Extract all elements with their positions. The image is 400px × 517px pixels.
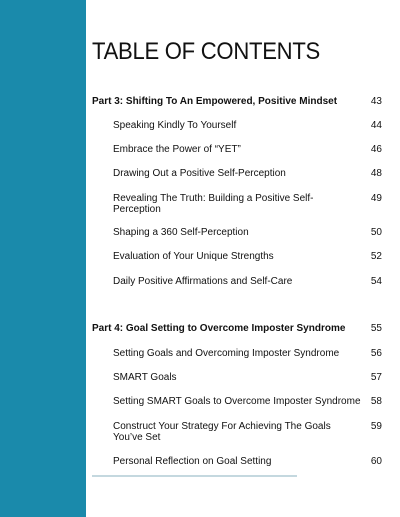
toc-page-number: 56 <box>370 348 382 359</box>
page-title: TABLE OF CONTENTS <box>92 38 321 65</box>
toc-page-number: 44 <box>370 120 382 131</box>
part-4-heading: Part 4: Goal Setting to Overcome Imposter Syndrome <box>92 323 346 334</box>
toc-entry-setting-smart-goals: Setting SMART Goals to Overcome Imposter Syndrome <box>113 396 361 407</box>
part-3-page-number: 43 <box>370 96 382 107</box>
toc-entry-speaking-kindly: Speaking Kindly To Yourself <box>113 120 237 131</box>
toc-page-number: 60 <box>370 456 382 467</box>
toc-page-number: 54 <box>370 276 382 287</box>
toc-page-number: 48 <box>370 168 382 179</box>
toc-page-number: 57 <box>370 372 382 383</box>
toc-entry-unique-strengths: Evaluation of Your Unique Strengths <box>113 251 274 262</box>
toc-entry-360-self-perception: Shaping a 360 Self-Perception <box>113 227 249 238</box>
toc-page-number: 58 <box>370 396 382 407</box>
toc-page-number: 46 <box>370 144 382 155</box>
toc-entry-smart-goals: SMART Goals <box>113 372 177 383</box>
toc-entry-personal-reflection: Personal Reflection on Goal Setting <box>113 456 272 467</box>
divider-line <box>92 475 297 477</box>
toc-entry-setting-goals: Setting Goals and Overcoming Imposter Syndrome <box>113 348 340 359</box>
toc-entry-construct-strategy: Construct Your Strategy For Achieving The Goals You’ve Set <box>113 421 331 443</box>
toc-page-number: 52 <box>370 251 382 262</box>
toc-page-number: 59 <box>370 421 382 432</box>
toc-entry-power-of-yet: Embrace the Power of “YET” <box>113 144 241 155</box>
toc-entry-affirmations-self-care: Daily Positive Affirmations and Self-Care <box>113 276 293 287</box>
toc-page-number: 49 <box>370 193 382 204</box>
part-3-heading: Part 3: Shifting To An Empowered, Positive Mindset <box>92 96 338 107</box>
part-4-page-number: 55 <box>370 323 382 334</box>
toc-entry-revealing-the-truth: Revealing The Truth: Building a Positive Self-Perception <box>113 193 314 215</box>
toc-entry-positive-self-perception: Drawing Out a Positive Self-Perception <box>113 168 286 179</box>
toc-page-number: 50 <box>370 227 382 238</box>
accent-sidebar <box>0 0 86 517</box>
